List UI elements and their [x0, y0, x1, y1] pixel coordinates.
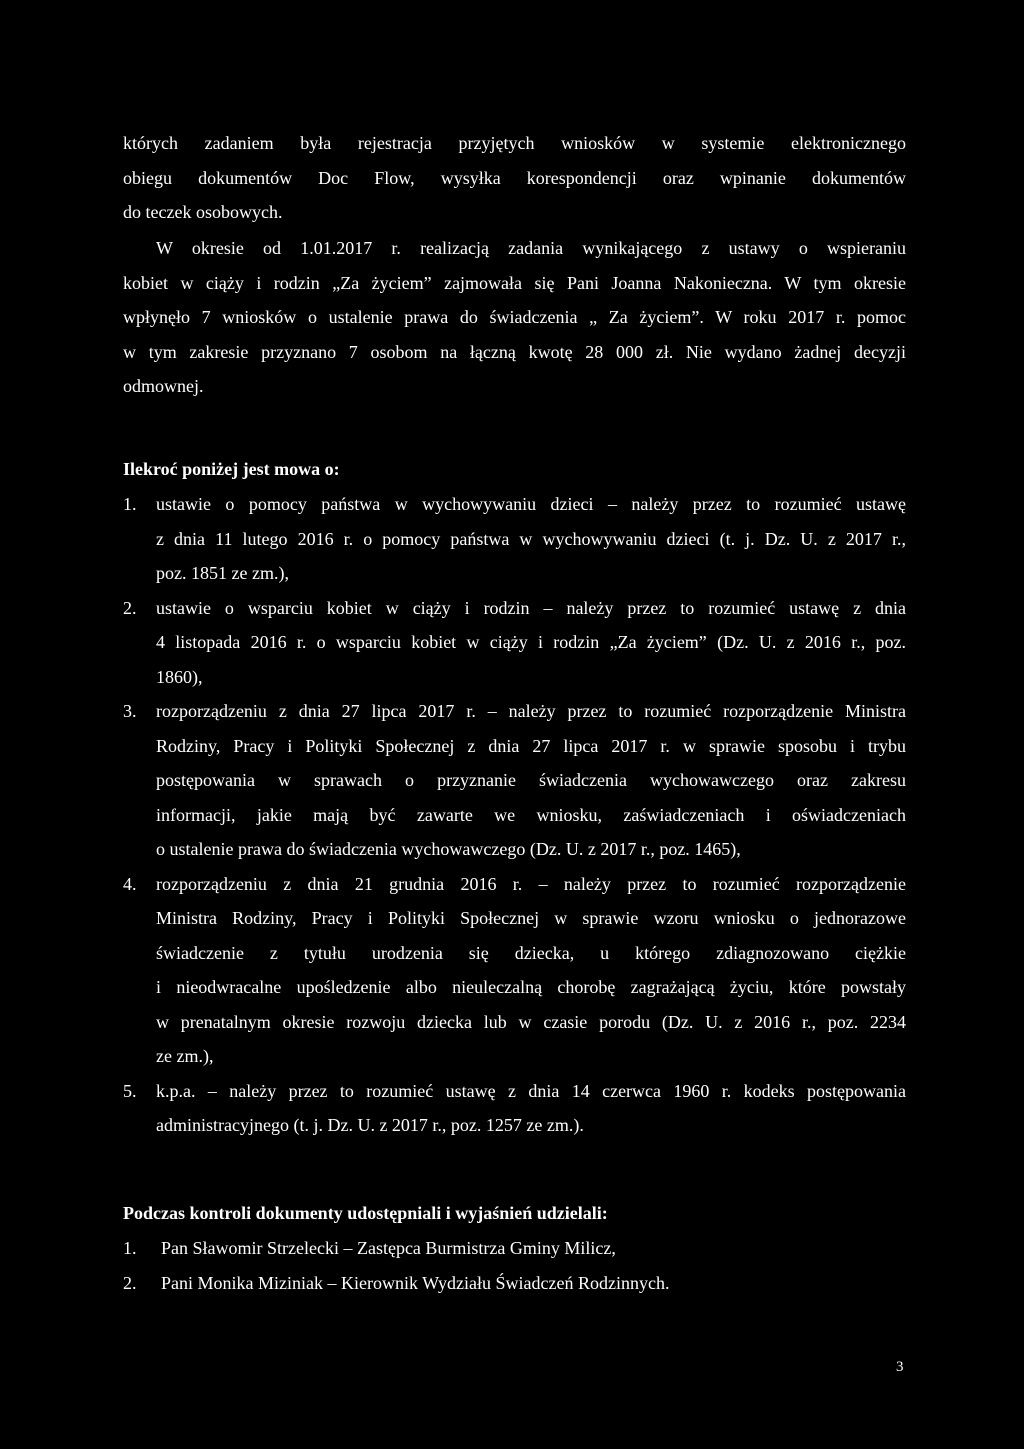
list-item-number: 5. — [123, 1080, 137, 1101]
list-item-line: 1860), — [156, 666, 203, 687]
list-item-line: ustawie o wsparciu kobiet w ciąży i rodzin – należy przez to rozumieć ustawę z dnia — [156, 597, 906, 618]
list-item-line: rozporządzeniu z dnia 21 grudnia 2016 r. – należy przez to rozumieć rozporządzenie — [156, 873, 906, 894]
list-item-number: 1. — [123, 494, 137, 514]
list-item — [123, 867, 906, 1074]
list-item-line: Ministra Rodziny, Pracy i Polityki Społecznej w sprawie wzoru wniosku o jednorazowe — [156, 908, 906, 928]
list-item-line: w prenatalnym okresie rozwoju dziecka lub w czasie porodu (Dz. U. z 2016 r., poz. 2234 — [156, 1011, 906, 1032]
list-item-line: o ustalenie prawa do świadczenia wychowawczego (Dz. U. z 2017 r., poz. 1465), — [156, 839, 741, 859]
list-item-line: świadczenie z tytułu urodzenia się dziecka, u którego zdiagnozowano ciężkie — [156, 942, 906, 963]
list-item-line: z dnia 11 lutego 2016 r. o pomocy państwa w wychowywaniu dzieci (t. j. Dz. U. z 2017 r., — [156, 528, 906, 549]
list-item-line: Pan Sławomir Strzelecki – Zastępca Burmistrza Gminy Milicz, — [161, 1238, 616, 1258]
paragraph-line: do teczek osobowych. — [123, 202, 283, 222]
list-item — [123, 591, 906, 695]
list-item-line: poz. 1851 ze zm.), — [156, 563, 289, 583]
list-item-line: ze zm.), — [156, 1046, 214, 1066]
informants-list — [123, 1231, 906, 1300]
list-item — [123, 1231, 906, 1266]
za-zyciem-paragraph — [123, 231, 906, 404]
list-item — [123, 487, 906, 591]
list-item-number: 2. — [123, 597, 137, 618]
page-number: 3 — [896, 1359, 904, 1375]
paragraph-line: W okresie od 1.01.2017 r. realizacją zadania wynikającego z ustawy o wspieraniu — [156, 238, 906, 258]
definitions-heading: Ilekroć poniżej jest mowa o: — [123, 459, 340, 479]
informants-heading: Podczas kontroli dokumenty udostępniali i wyjaśnień udzielali: — [123, 1203, 608, 1223]
list-item-number: 1. — [123, 1238, 137, 1258]
list-item-line: ustawie o pomocy państwa w wychowywaniu dzieci – należy przez to rozumieć ustawę — [156, 494, 906, 514]
paragraph-line: kobiet w ciąży i rodzin „Za życiem” zajmowała się Pani Joanna Nakonieczna. W tym okresie — [123, 272, 906, 293]
list-item-line: 4 listopada 2016 r. o wsparciu kobiet w ciąży i rodzin „Za życiem” (Dz. U. z 2016 r., poz. — [156, 632, 906, 652]
intro-paragraph — [123, 126, 906, 230]
paragraph-line: odmownej. — [123, 376, 204, 396]
list-item-line: k.p.a. – należy przez to rozumieć ustawę z dnia 14 czerwca 1960 r. kodeks postępowania — [156, 1080, 906, 1101]
list-item-number: 4. — [123, 873, 137, 894]
list-item-line: administracyjnego (t. j. Dz. U. z 2017 r., poz. 1257 ze zm.). — [156, 1115, 584, 1135]
list-item-line: rozporządzeniu z dnia 27 lipca 2017 r. – należy przez to rozumieć rozporządzenie Ministra — [156, 701, 906, 721]
list-item-line: informacji, jakie mają być zawarte we wniosku, zaświadczeniach i oświadczeniach — [156, 804, 906, 825]
paragraph-line: których zadaniem była rejestracja przyjętych wniosków w systemie elektronicznego — [123, 133, 906, 153]
list-item — [123, 694, 906, 867]
list-item-number: 3. — [123, 701, 137, 721]
paragraph-line: wpłynęło 7 wniosków o ustalenie prawa do świadczenia „ Za życiem”. W roku 2017 r. pomoc — [123, 307, 906, 327]
list-item-line: Rodziny, Pracy i Polityki Społecznej z dnia 27 lipca 2017 r. w sprawie sposobu i trybu — [156, 735, 906, 756]
paragraph-line: obiegu dokumentów Doc Flow, wysyłka korespondencji oraz wpinanie dokumentów — [123, 167, 906, 188]
list-item-line: i nieodwracalne upośledzenie albo nieuleczalną chorobę zagrażającą życiu, które powstały — [156, 977, 906, 997]
list-item — [123, 1074, 906, 1143]
list-item — [123, 1266, 906, 1301]
list-item-line: Pani Monika Miziniak – Kierownik Wydziału Świadczeń Rodzinnych. — [161, 1272, 670, 1293]
list-item-line: postępowania w sprawach o przyznanie świadczenia wychowawczego oraz zakresu — [156, 770, 906, 790]
paragraph-line: w tym zakresie przyznano 7 osobom na łączną kwotę 28 000 zł. Nie wydano żadnej decyzji — [123, 341, 906, 362]
list-item-number: 2. — [123, 1272, 137, 1293]
definitions-list — [123, 487, 906, 1143]
